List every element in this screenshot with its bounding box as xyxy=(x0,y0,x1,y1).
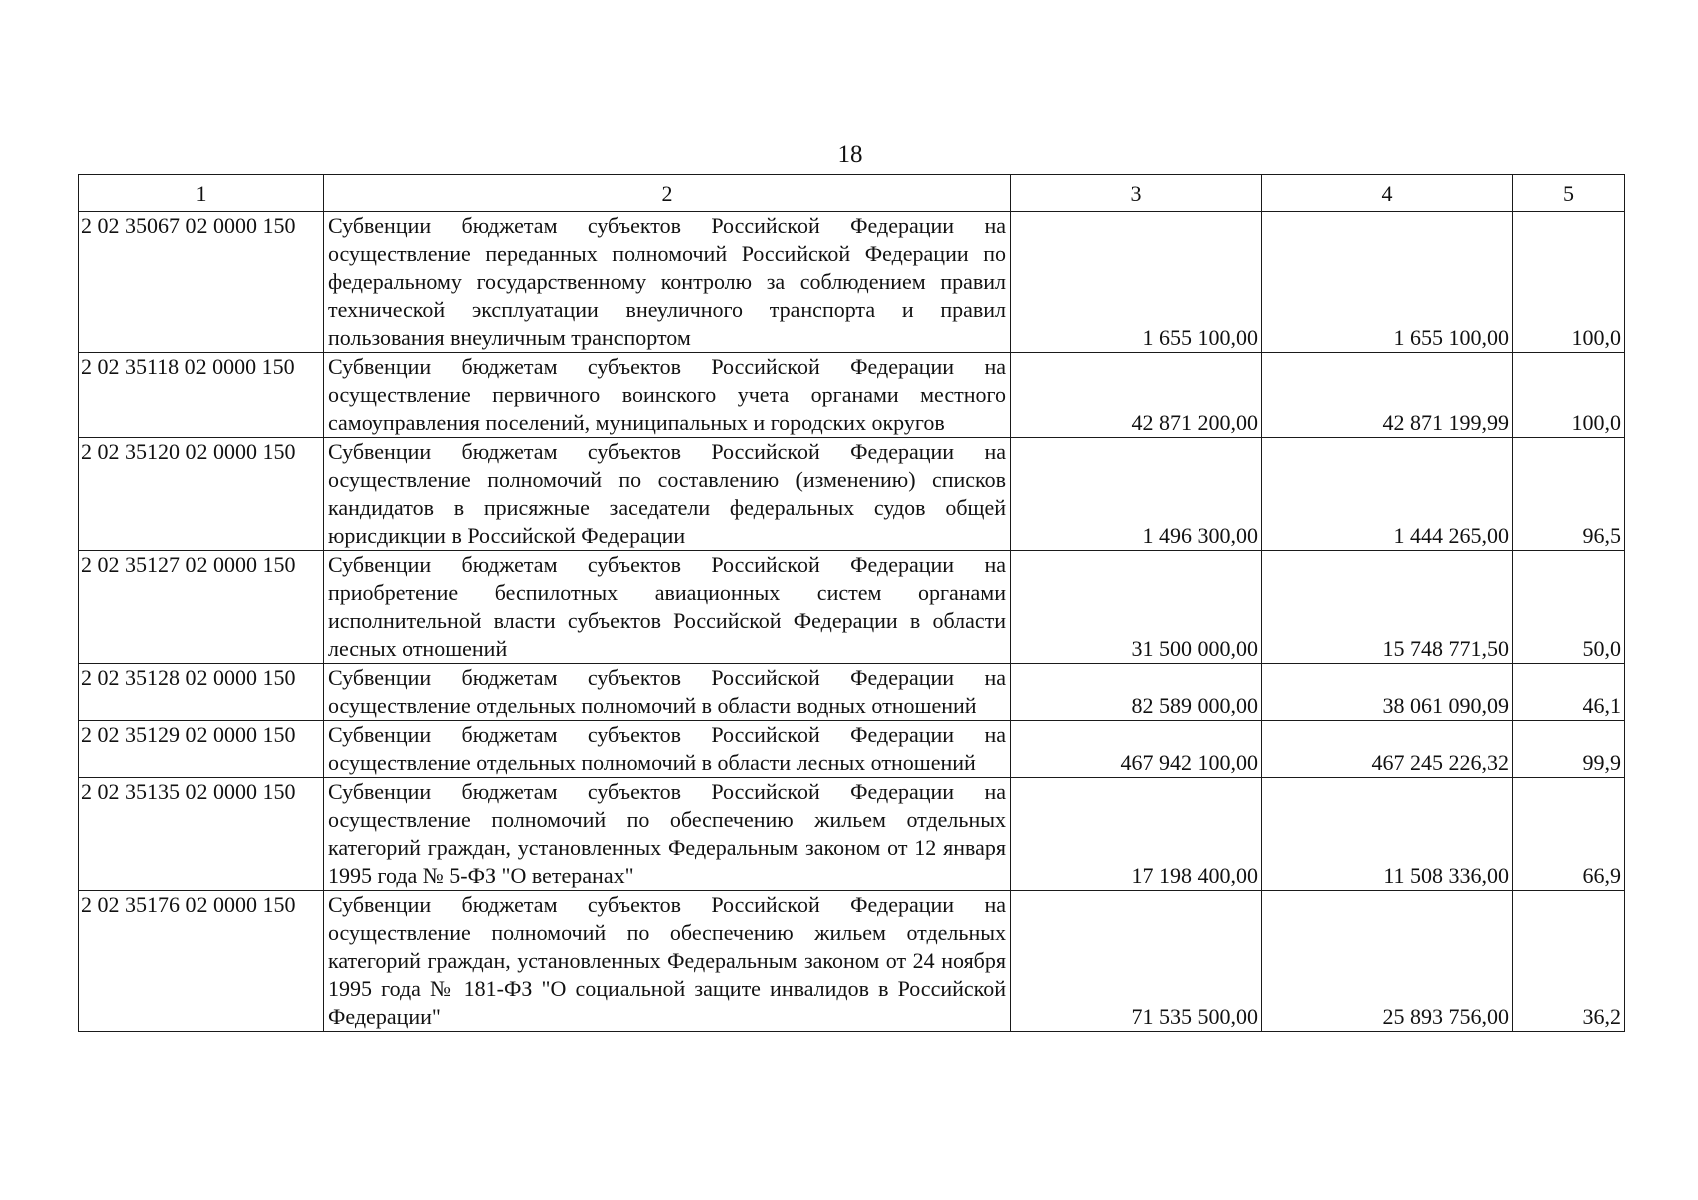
budget-code-cell: 2 02 35067 02 0000 150 xyxy=(79,212,324,353)
actual-amount-cell: 1 444 265,00 xyxy=(1262,438,1513,551)
plan-amount-cell: 71 535 500,00 xyxy=(1011,891,1262,1032)
actual-amount-cell: 1 655 100,00 xyxy=(1262,212,1513,353)
header-col-5: 5 xyxy=(1513,175,1625,212)
plan-amount-cell: 31 500 000,00 xyxy=(1011,551,1262,664)
budget-code-cell: 2 02 35176 02 0000 150 xyxy=(79,891,324,1032)
table-row xyxy=(79,353,1625,438)
actual-amount-cell: 11 508 336,00 xyxy=(1262,778,1513,891)
header-col-2: 2 xyxy=(324,175,1011,212)
plan-amount-cell: 42 871 200,00 xyxy=(1011,353,1262,438)
actual-amount-cell: 42 871 199,99 xyxy=(1262,353,1513,438)
budget-code-cell: 2 02 35129 02 0000 150 xyxy=(79,721,324,778)
description-cell: Субвенции бюджетам субъектов Российской Федерации на осуществление переданных полномочий Российской Федерации по федеральному государственному контролю за соблюдением правил технической эксплуатации внеуличного транспорта и правил пользования внеуличным транспортом xyxy=(324,212,1011,353)
description-cell: Субвенции бюджетам субъектов Российской Федерации на приобретение беспилотных авиационных систем органами исполнительной власти субъектов Российской Федерации в области лесных отношений xyxy=(324,551,1011,664)
header-col-1: 1 xyxy=(79,175,324,212)
description-cell: Субвенции бюджетам субъектов Российской Федерации на осуществление первичного воинского учета органами местного самоуправления поселений, муниципальных и городских округов xyxy=(324,353,1011,438)
description-cell: Субвенции бюджетам субъектов Российской Федерации на осуществление полномочий по обеспечению жильем отдельных категорий граждан, установленных Федеральным законом от 24 ноября 1995 года № 181-ФЗ "О социальной защите инвалидов в Российской Федерации" xyxy=(324,891,1011,1032)
table-row xyxy=(79,778,1625,891)
budget-table xyxy=(78,174,1625,1032)
budget-code-cell: 2 02 35127 02 0000 150 xyxy=(79,551,324,664)
page-number: 18 xyxy=(837,141,863,168)
percent-cell: 100,0 xyxy=(1513,212,1625,353)
table-header xyxy=(79,175,1625,212)
table-row xyxy=(79,721,1625,778)
actual-amount-cell: 25 893 756,00 xyxy=(1262,891,1513,1032)
table-row xyxy=(79,551,1625,664)
percent-cell: 66,9 xyxy=(1513,778,1625,891)
description-cell: Субвенции бюджетам субъектов Российской Федерации на осуществление полномочий по составлению (изменению) списков кандидатов в присяжные заседатели федеральных судов общей юрисдикции в Российской Федерации xyxy=(324,438,1011,551)
description-cell: Субвенции бюджетам субъектов Российской Федерации на осуществление отдельных полномочий в области лесных отношений xyxy=(324,721,1011,778)
budget-code-cell: 2 02 35135 02 0000 150 xyxy=(79,778,324,891)
actual-amount-cell: 15 748 771,50 xyxy=(1262,551,1513,664)
table-body xyxy=(79,212,1625,1032)
table-row xyxy=(79,664,1625,721)
description-cell: Субвенции бюджетам субъектов Российской Федерации на осуществление полномочий по обеспечению жильем отдельных категорий граждан, установленных Федеральным законом от 12 января 1995 года № 5-ФЗ "О ветеранах" xyxy=(324,778,1011,891)
header-col-3: 3 xyxy=(1011,175,1262,212)
table-row xyxy=(79,212,1625,353)
percent-cell: 50,0 xyxy=(1513,551,1625,664)
budget-code-cell: 2 02 35128 02 0000 150 xyxy=(79,664,324,721)
percent-cell: 99,9 xyxy=(1513,721,1625,778)
header-row xyxy=(79,175,1625,212)
plan-amount-cell: 82 589 000,00 xyxy=(1011,664,1262,721)
plan-amount-cell: 17 198 400,00 xyxy=(1011,778,1262,891)
table-row xyxy=(79,438,1625,551)
plan-amount-cell: 467 942 100,00 xyxy=(1011,721,1262,778)
budget-code-cell: 2 02 35118 02 0000 150 xyxy=(79,353,324,438)
actual-amount-cell: 38 061 090,09 xyxy=(1262,664,1513,721)
table-row xyxy=(79,891,1625,1032)
percent-cell: 46,1 xyxy=(1513,664,1625,721)
percent-cell: 36,2 xyxy=(1513,891,1625,1032)
description-cell: Субвенции бюджетам субъектов Российской Федерации на осуществление отдельных полномочий в области водных отношений xyxy=(324,664,1011,721)
percent-cell: 100,0 xyxy=(1513,353,1625,438)
percent-cell: 96,5 xyxy=(1513,438,1625,551)
header-col-4: 4 xyxy=(1262,175,1513,212)
budget-code-cell: 2 02 35120 02 0000 150 xyxy=(79,438,324,551)
plan-amount-cell: 1 496 300,00 xyxy=(1011,438,1262,551)
actual-amount-cell: 467 245 226,32 xyxy=(1262,721,1513,778)
plan-amount-cell: 1 655 100,00 xyxy=(1011,212,1262,353)
